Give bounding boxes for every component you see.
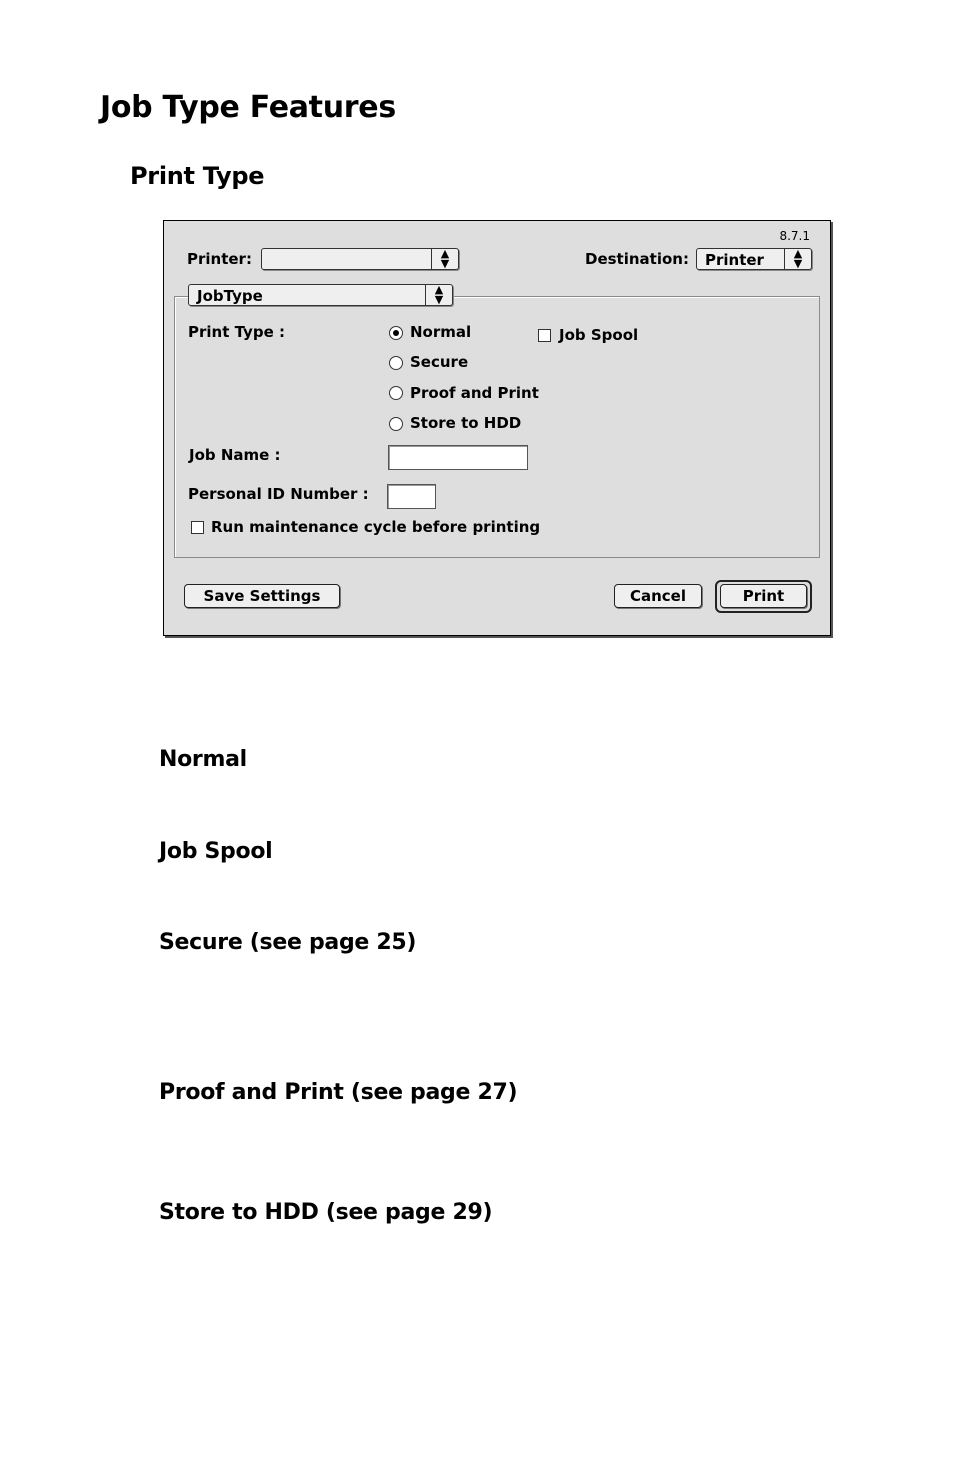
pin-label: Personal ID Number : [188, 485, 369, 503]
popup-arrows-icon: ▲ ▼ [431, 249, 458, 269]
radio-secure-label: Secure [410, 353, 469, 371]
job-spool-checkbox[interactable] [538, 329, 551, 342]
radio-store-to-hdd[interactable] [389, 417, 403, 431]
pin-input[interactable] [387, 484, 436, 509]
cancel-button[interactable]: Cancel [614, 584, 702, 608]
print-button[interactable]: Print [720, 584, 807, 608]
radio-proof-and-print[interactable] [389, 386, 403, 400]
radio-normal-label: Normal [410, 323, 472, 341]
destination-popup-value: Printer [705, 251, 764, 269]
version-label: 8.7.1 [779, 229, 810, 243]
maintenance-label: Run maintenance cycle before printing [211, 518, 541, 536]
print-dialog [163, 220, 831, 636]
page-title: Job Type Features [100, 90, 396, 125]
printer-label: Printer: [187, 250, 252, 268]
radio-normal[interactable] [389, 326, 403, 340]
section-heading-normal: Normal [159, 747, 247, 772]
destination-popup[interactable] [696, 248, 812, 270]
panel-popup[interactable] [188, 284, 453, 306]
job-name-label: Job Name : [189, 446, 281, 464]
radio-proof-and-print-label: Proof and Print [410, 384, 539, 402]
radio-secure[interactable] [389, 356, 403, 370]
radio-store-to-hdd-label: Store to HDD [410, 414, 522, 432]
save-settings-button[interactable]: Save Settings [184, 584, 340, 608]
section-heading-job-spool: Job Spool [159, 839, 273, 864]
destination-label: Destination: [585, 250, 689, 268]
print-type-label: Print Type : [188, 323, 285, 341]
section-heading-proof-and-print: Proof and Print (see page 27) [159, 1080, 518, 1105]
popup-arrows-icon: ▲ ▼ [784, 249, 811, 269]
section-heading-store-to-hdd: Store to HDD (see page 29) [159, 1200, 493, 1225]
maintenance-checkbox[interactable] [191, 521, 204, 534]
popup-arrows-icon: ▲ ▼ [425, 285, 452, 305]
panel-popup-value: JobType [197, 287, 263, 305]
section-heading-print-type: Print Type [130, 162, 265, 190]
job-spool-label: Job Spool [559, 326, 639, 344]
printer-popup[interactable] [261, 248, 459, 270]
section-heading-secure: Secure (see page 25) [159, 930, 417, 955]
job-name-input[interactable] [388, 445, 528, 470]
